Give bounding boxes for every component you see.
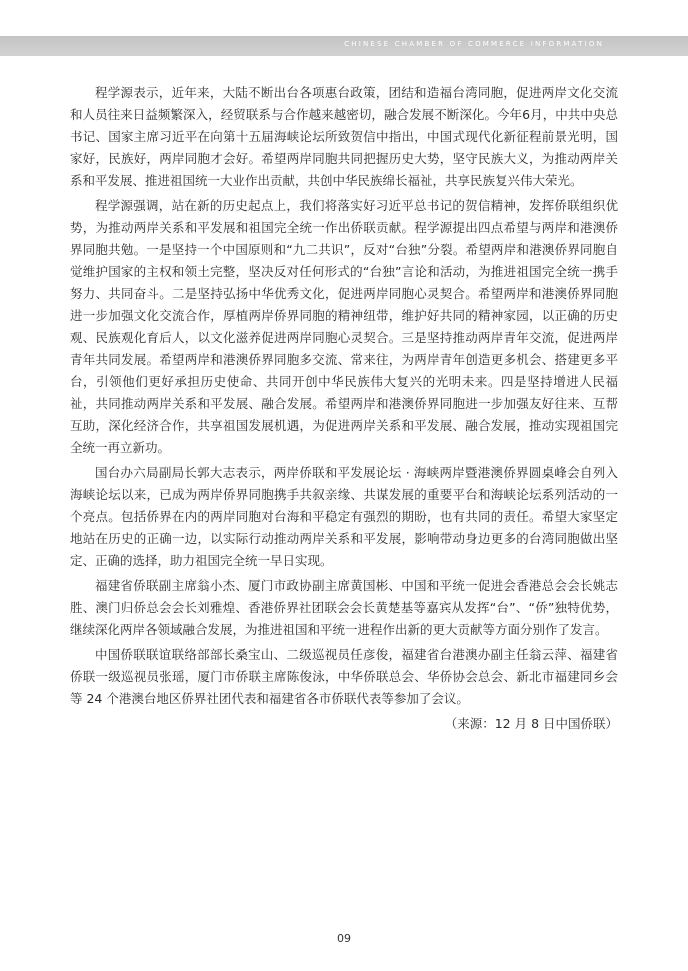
page-number: 09 [337,932,351,945]
paragraph-2: 程学源强调，站在新的历史起点上，我们将落实好习近平总书记的贺信精神，发挥侨联组织优势，为推动两岸关系和平发展和祖国完全统一作出侨联贡献。程学源提出四点希望与两岸和港澳侨界同胞共勉。一是坚持一个中国原则和“九二共识”，反对“台独”分裂。希望两岸和港澳侨界同胞自觉维护国家的主权和领土完整，坚决反对任何形式的“台独”言论和活动，为推进祖国完全统一携手努力、共同奋斗。二是坚持弘扬中华优秀文化，促进两岸同胞心灵契合。希望两岸和港澳侨界同胞进一步加强文化交流合作，厚植两岸侨界同胞的精神纽带，维护好共同的精神家园，以正确的历史观、民族观化育后人，以文化滋养促进两岸同胞心灵契合。三是坚持推动两岸青年交流，促进两岸青年共同发展。希望两岸和港澳侨界同胞多交流、常来往，为两岸青年创造更多机会、搭建更多平台，引领他们更好承担历史使命、共同开创中华民族伟大复兴的光明未来。四是坚持增进人民福祉，共同推动两岸关系和平发展、融合发展。希望两岸和港澳侨界同胞进一步加强友好往来、互帮互助，深化经济合作，共享祖国发展机遇，为促进两岸关系和平发展、融合发展，推动实现祖国完全统一再立新功。 [70,198,618,455]
article-body [70,82,618,738]
paragraph-1: 程学源表示，近年来，大陆不断出台各项惠台政策，团结和造福台湾同胞，促进两岸文化交流和人员往来日益频繁深入，经贸联系与合作越来越密切，融合发展不断深化。今年6月，中共中央总书记、国家主席习近平在向第十五届海峡论坛所致贺信中指出，中国式现代化新征程前景光明，国家好，民族好，两岸同胞才会好。希望两岸同胞共同把握历史大势，坚守民族大义，为推动两岸关系和平发展、推进祖国统一大业作出贡献，共创中华民族绵长福祉，共享民族复兴伟大荣光。 [70,85,618,188]
publication-header: CHINESE CHAMBER OF COMMERCE INFORMATION [344,40,604,48]
paragraph-3: 国台办六局副局长郭大志表示，两岸侨联和平发展论坛 · 海峡两岸暨港澳侨界圆桌峰会自列入海峡论坛以来，已成为两岸侨界同胞携手共叙亲缘、共谋发展的重要平台和海峡论坛系列活动的一个亮点。包括侨界在内的两岸同胞对台海和平稳定有强烈的期盼，也有共同的责任。希望大家坚定地站在历史的正确一边，以实际行动推动两岸关系和平发展，影响带动身边更多的台湾同胞做出坚定、正确的选择，助力祖国完全统一早日实现。 [70,465,618,568]
paragraph-4: 福建省侨联副主席翁小杰、厦门市政协副主席黄国彬、中国和平统一促进会香港总会会长姚志胜、澳门归侨总会会长刘雅煌、香港侨界社团联会会长黄楚基等嘉宾从发挥“台”、“侨”独特优势，继续深化两岸各领域融合发展，为推进祖国和平统一进程作出新的更大贡献等方面分别作了发言。 [70,578,618,637]
source-citation: （来源：12 月 8 日中国侨联） [444,716,618,731]
paragraph-5: 中国侨联联谊联络部部长桑宝山、二级巡视员任彦俊，福建省台港澳办副主任翁云萍、福建省侨联一级巡视员张瑶，厦门市侨联主席陈俊泳，中华侨联总会、华侨协会总会、新北市福建同乡会等 24 个港澳台地区侨界社团代表和福建省各市侨联代表等参加了会议。 [70,647,618,706]
